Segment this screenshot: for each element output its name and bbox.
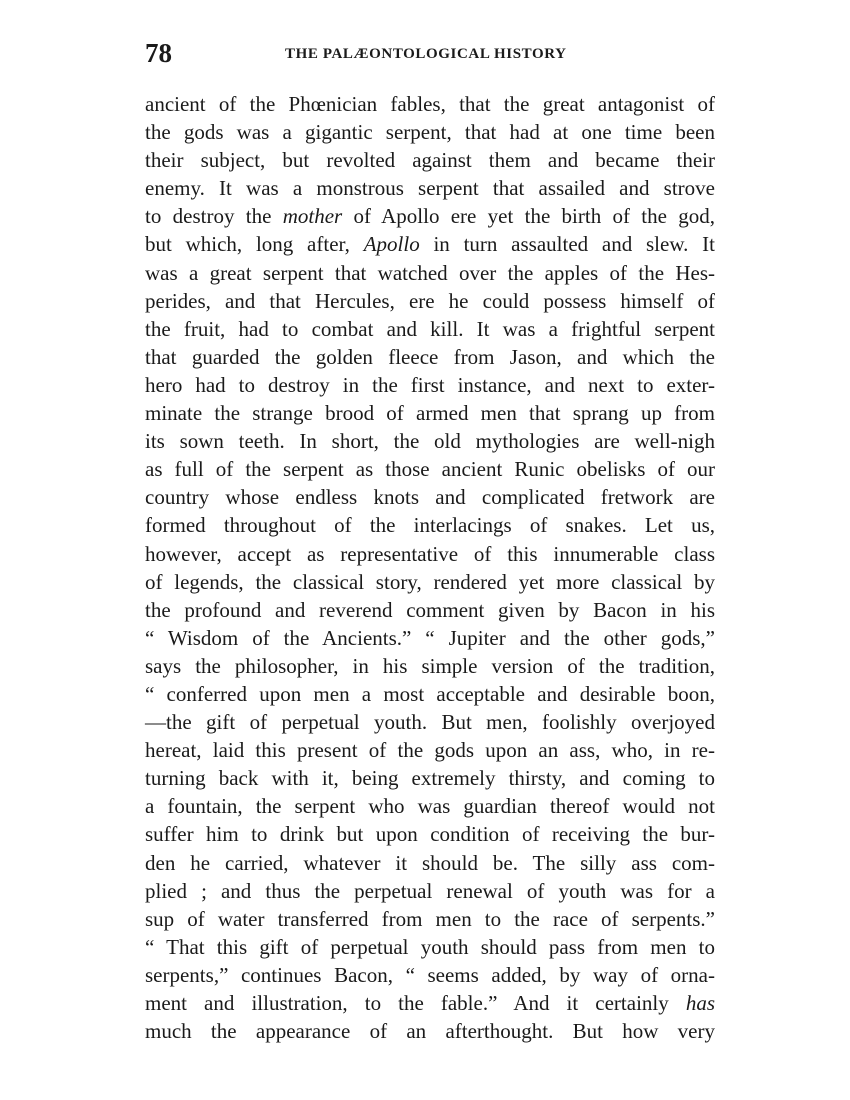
text-line (145, 230, 715, 258)
text-segment: ment and illustration, to the fable.” And it certainly (145, 991, 686, 1015)
text-segment: was a great serpent that watched over the apples of the Hes- (145, 260, 715, 285)
italic-text: mother (282, 204, 343, 229)
text-line (145, 455, 715, 483)
text-line (145, 118, 715, 146)
text-segment: plied ; and thus the perpetual renewal of youth was for a (145, 878, 715, 903)
text-line (145, 90, 715, 118)
text-line (145, 259, 715, 287)
body-text (145, 90, 715, 1045)
text-segment: of legends, the classical story, rendered yet more classical by (145, 569, 715, 594)
text-segment: —the gift of perpetual youth. But men, foolishly overjoyed (145, 710, 715, 735)
running-head (145, 36, 715, 70)
text-line (145, 399, 715, 427)
text-segment: as full of the serpent as those ancient Runic obelisks of our (145, 457, 715, 482)
text-line (145, 287, 715, 315)
text-line (145, 1017, 715, 1045)
text-segment: to destroy the (145, 204, 283, 229)
italic-text: has (685, 991, 715, 1015)
text-line (145, 849, 715, 877)
text-line (145, 905, 715, 933)
text-line (145, 146, 715, 174)
text-line (145, 596, 715, 624)
text-segment: much the appearance of an afterthought. But how very (145, 1019, 715, 1044)
running-title: THE PALÆONTOLOGICAL HISTORY (285, 46, 567, 62)
text-segment: the gods was a gigantic serpent, that had at one time been (145, 120, 715, 145)
text-segment: ancient of the Phœnician fables, that the great antagonist of (145, 92, 715, 116)
text-segment: hero had to destroy in the first instance, and next to exter- (145, 372, 715, 397)
page-number: 78 (145, 38, 172, 68)
text-line (145, 933, 715, 961)
text-segment: “ conferred upon men a most acceptable and desirable boon, (145, 681, 715, 706)
text-line (145, 624, 715, 652)
text-line (145, 792, 715, 820)
text-line (145, 540, 715, 568)
text-segment: turning back with it, being extremely thirsty, and coming to (145, 766, 715, 791)
text-segment: their subject, but revolted against them and became their (145, 148, 715, 173)
text-line (145, 989, 715, 1017)
text-segment: a fountain, the serpent who was guardian thereof would not (145, 794, 715, 819)
text-line (145, 820, 715, 848)
text-segment: says the philosopher, in his simple version of the tradition, (145, 653, 715, 678)
text-segment: hereat, laid this present of the gods upon an ass, who, in re- (145, 738, 715, 763)
text-line (145, 961, 715, 989)
text-line (145, 315, 715, 343)
text-line (145, 202, 715, 230)
text-segment: that guarded the golden fleece from Jason, and which the (145, 344, 715, 369)
text-segment: the profound and reverend comment given by Bacon in his (145, 597, 715, 622)
text-segment: of Apollo ere yet the birth of the god, (342, 204, 715, 229)
text-segment: perides, and that Hercules, ere he could possess himself of (145, 288, 715, 313)
text-segment: its sown teeth. In short, the old mythologies are well-nigh (145, 429, 715, 454)
text-line (145, 764, 715, 792)
text-line (145, 708, 715, 736)
text-line (145, 427, 715, 455)
text-segment: “ Wisdom of the Ancients.” “ Jupiter and the other gods,” (145, 625, 715, 650)
text-line (145, 568, 715, 596)
italic-text: Apollo (363, 232, 420, 257)
text-segment: den he carried, whatever it should be. The silly ass com- (145, 850, 715, 875)
text-segment: “ That this gift of perpetual youth should pass from men to (145, 934, 715, 959)
text-segment: serpents,” continues Bacon, “ seems added, by way of orna- (145, 962, 715, 987)
text-segment: sup of water transferred from men to the race of serpents.” (145, 906, 715, 931)
text-segment: suffer him to drink but upon condition of receiving the bur- (145, 822, 715, 847)
text-line (145, 343, 715, 371)
text-segment: country whose endless knots and complicated fretwork are (145, 485, 715, 510)
text-segment: minate the strange brood of armed men that sprang up from (145, 401, 715, 426)
text-line (145, 511, 715, 539)
text-line (145, 652, 715, 680)
text-segment: the fruit, had to combat and kill. It was a frightful serpent (145, 316, 715, 341)
text-line (145, 877, 715, 905)
text-line (145, 371, 715, 399)
text-line (145, 680, 715, 708)
text-segment: formed throughout of the interlacings of snakes. Let us, (145, 513, 715, 538)
text-segment: in turn assaulted and slew. It (419, 232, 715, 257)
text-line (145, 483, 715, 511)
text-line (145, 174, 715, 202)
text-segment: however, accept as representative of this innumerable class (145, 541, 715, 566)
text-segment: but which, long after, (145, 232, 364, 257)
text-segment: enemy. It was a monstrous serpent that assailed and strove (145, 176, 715, 201)
text-line (145, 736, 715, 764)
